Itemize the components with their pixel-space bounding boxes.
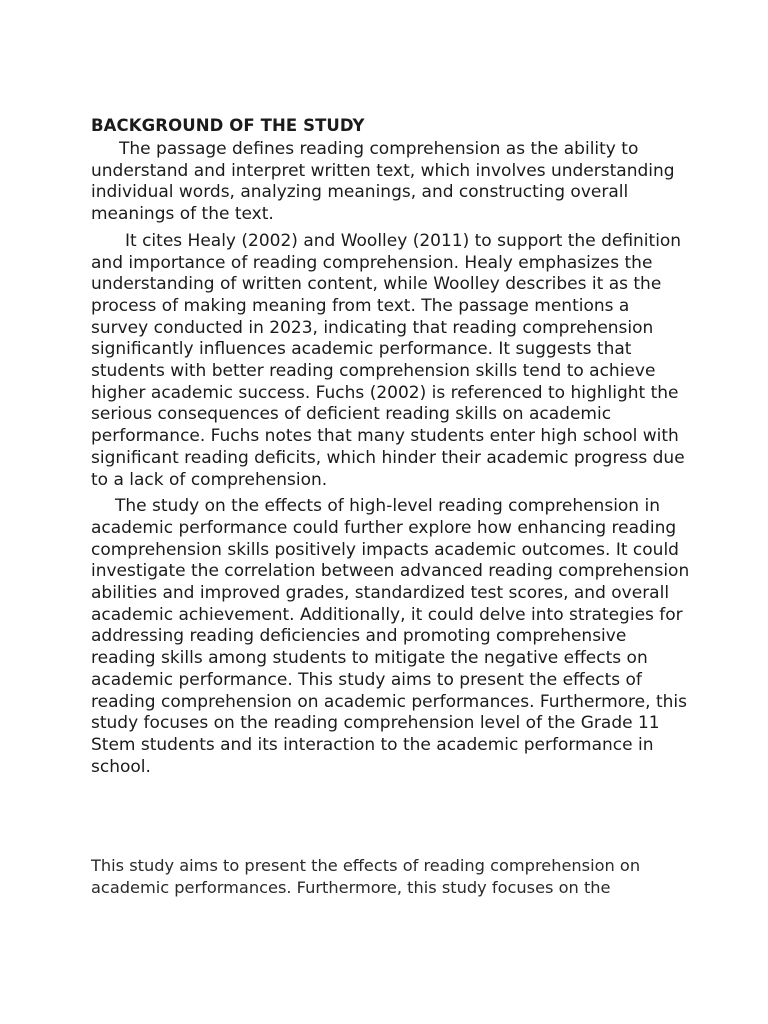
summary-text: This study aims to present the effects of reading comprehension on academic performances. Furthermore, this study focuses on the [91, 856, 641, 897]
paragraph-literature: It cites Healy (2002) and Woolley (2011) to support the definition and importance of reading comprehension. Healy emphasizes the understanding of written content, while Woolley describes it as the process of making meaning from text. The passage mentions a survey conducted in 2023, indicating that reading comprehension significantly influences academic performance. It suggests that students with better reading comprehension skills tend to achieve higher academic success. Fuchs (2002) is referenced to highlight the serious consequences of deficient reading skills on academic performance. Fuchs notes that many students enter high school with significant reading deficits, which hinder their academic progress due to a lack of comprehension. [91, 230, 685, 490]
paragraph-study-scope: The study on the effects of high-level reading comprehension in academic performance could further explore how enhancing reading comprehension skills positively impacts academic outcomes. It could investigate the correlation between advanced reading comprehension abilities and improved grades, standardized test scores, and overall academic achievement. Additionally, it could delve into strategies for addressing reading deficiencies and promoting comprehensive reading skills among students to mitigate the negative effects on academic performance. This study aims to present the effects of reading comprehension on academic performances. Furthermore, this study focuses on the reading comprehension level of the Grade 11 Stem students and its interaction to the academic performance in school. [91, 496, 690, 777]
document-page [91, 116, 691, 783]
paragraph-definition: The passage defines reading comprehension as the ability to understand and interpret written text, which involves understanding individual words, analyzing meanings, and constructing overall meanings of the text. [91, 139, 675, 225]
section-heading: BACKGROUND OF THE STUDY [91, 116, 365, 135]
